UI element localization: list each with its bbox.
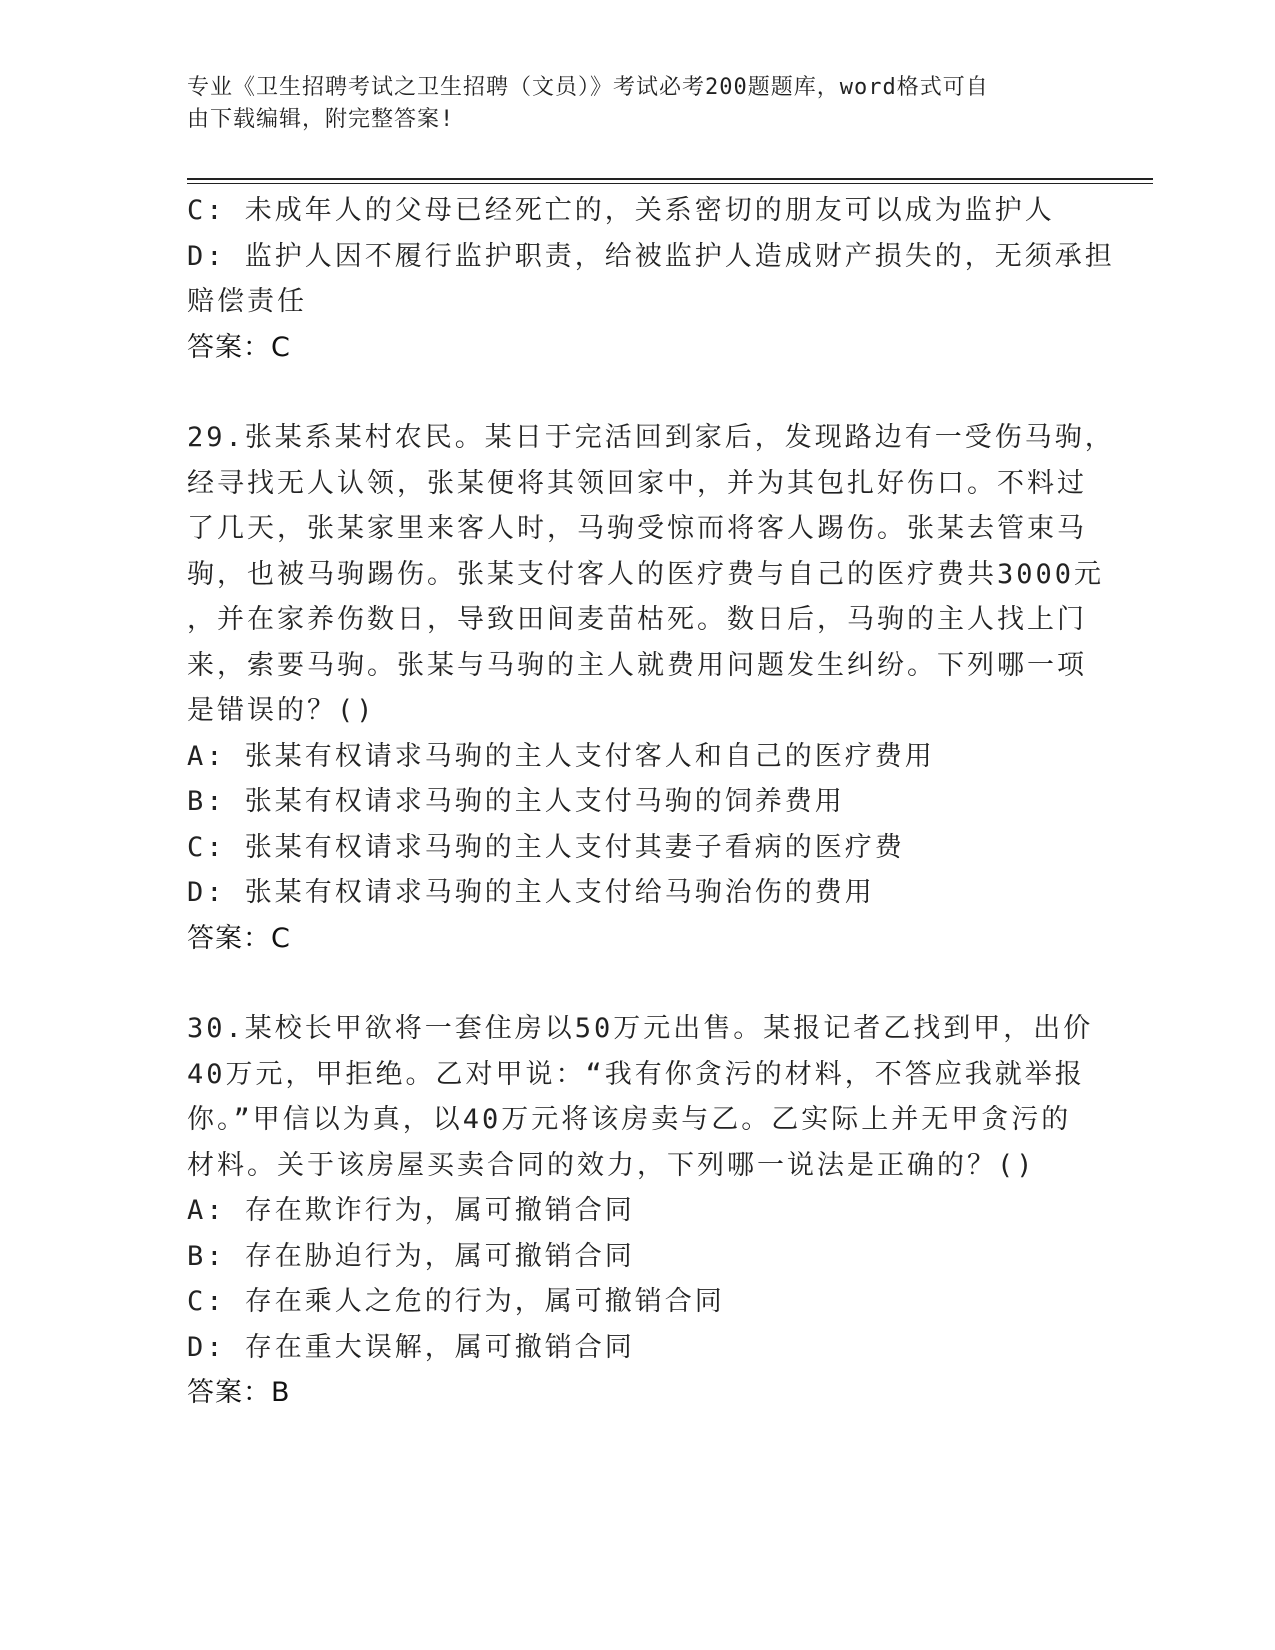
document-body [187,188,1115,1416]
option-d: D: 张某有权请求马驹的主人支付给马驹治伤的费用 [187,877,875,908]
option-b: B: 存在胁迫行为，属可撤销合同 [187,1240,635,1272]
option-d-continued: 赔偿责任 [187,286,307,317]
header-rule-thick [187,178,1153,180]
question-stem-line: 来，索要马驹。张某与马驹的主人就费用问题发生纠纷。下列哪一项 [187,649,1087,681]
option-a: A: 张某有权请求马驹的主人支付客人和自己的医疗费用 [187,740,935,772]
option-c: C: 存在乘人之危的行为，属可撤销合同 [187,1286,725,1317]
option-c: C: 张某有权请求马驹的主人支付其妻子看病的医疗费 [187,831,905,863]
spacer [187,370,1077,415]
answer: 答案：C [187,331,291,363]
header-line-2: 由下载编辑，附完整答案! [187,107,455,132]
question-30 [187,1006,1094,1416]
option-d: D: 监护人因不履行监护职责，给被监护人造成财产损失的，无须承担 [187,240,1115,272]
spacer [187,961,1077,1006]
question-stem-line: ，并在家养伤数日，导致田间麦苗枯死。数日后，马驹的主人找上门 [187,604,1087,635]
question-stem-line: 29.张某系某村农民。某日于完活回到家后，发现路边有一受伤马驹， [187,422,1115,453]
question-stem-line: 40万元，甲拒绝。乙对甲说：“我有你贪污的材料，不答应我就举报 [187,1058,1085,1090]
option-c: C: 未成年人的父母已经死亡的，关系密切的朋友可以成为监护人 [187,195,1055,226]
option-a: A: 存在欺诈行为，属可撤销合同 [187,1195,635,1226]
question-stem-line: 是错误的？() [187,695,376,726]
question-stem-line: 材料。关于该房屋买卖合同的效力，下列哪一说法是正确的？() [187,1149,1036,1181]
option-d: D: 存在重大误解，属可撤销合同 [187,1331,635,1363]
answer: 答案：C [187,922,291,954]
option-b: B: 张某有权请求马驹的主人支付马驹的饲养费用 [187,786,845,817]
question-stem-line: 你。”甲信以为真，以40万元将该房卖与乙。乙实际上并无甲贪污的 [187,1104,1072,1135]
question-29 [187,415,1115,961]
question-stem-line: 驹，也被马驹踢伤。张某支付客人的医疗费与自己的医疗费共3000元 [187,558,1105,590]
question-stem-line: 了几天，张某家里来客人时，马驹受惊而将客人踢伤。张某去管束马 [187,513,1087,544]
header-rule-thin [187,183,1153,184]
question-stem-line: 经寻找无人认领，张某便将其领回家中，并为其包扎好伤口。不料过 [187,467,1087,499]
header-line-1: 专业《卫生招聘考试之卫生招聘（文员）》考试必考200题题库，word格式可自 [187,75,989,100]
document-header [187,72,1067,136]
question-28-tail [187,188,1115,370]
question-stem-line: 30.某校长甲欲将一套住房以50万元出售。某报记者乙找到甲，出价 [187,1013,1094,1044]
answer: 答案：B [187,1377,291,1408]
